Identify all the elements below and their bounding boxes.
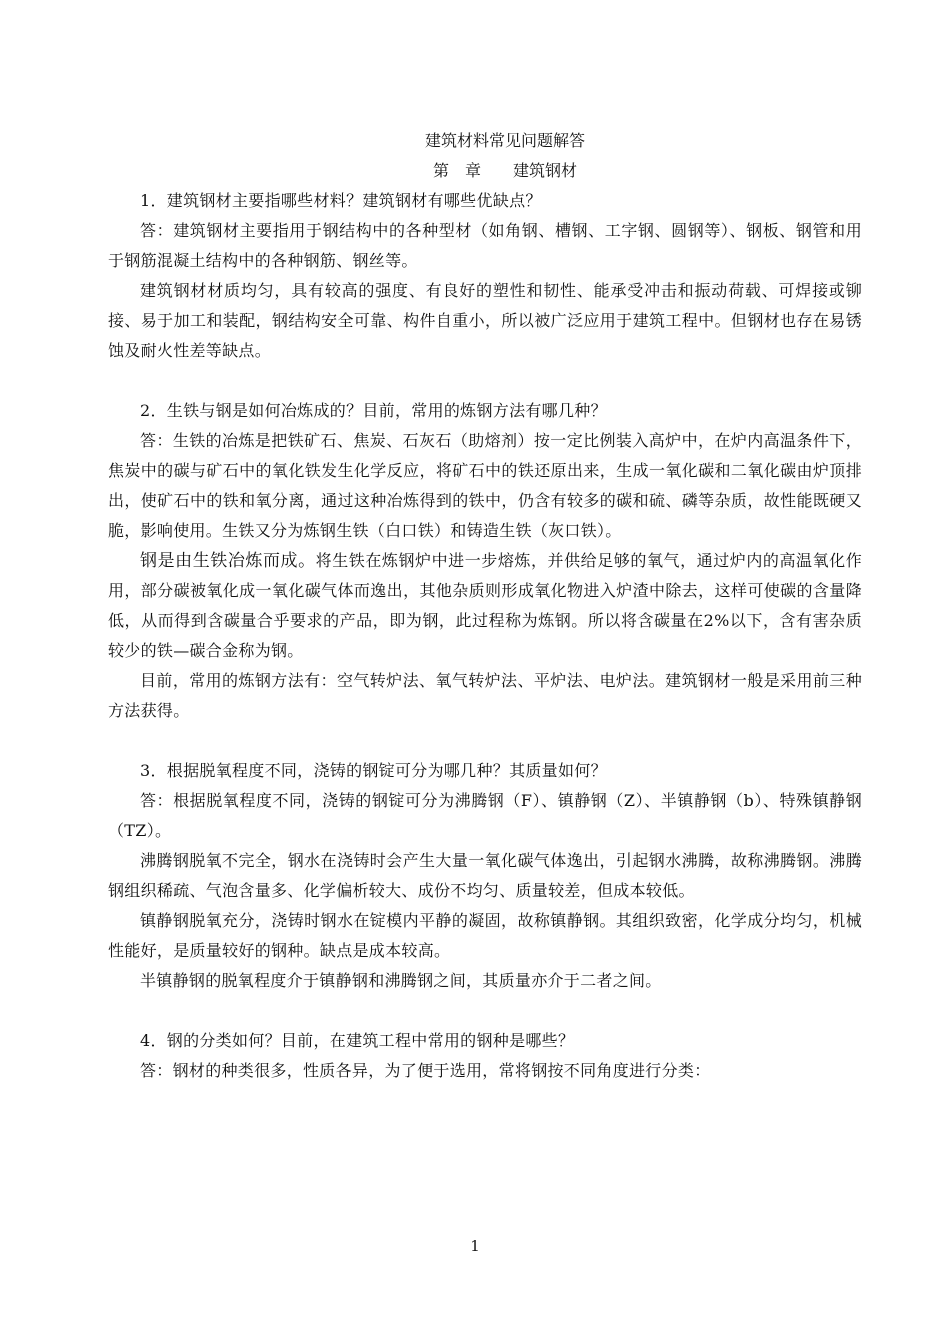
answer-1-paragraph-2: 建筑钢材材质均匀，具有较高的强度、有良好的塑性和韧性、能承受冲击和振动荷载、可焊接或铆接、易于加工和装配，钢结构安全可靠、构件自重小，所以被广泛应用于建筑工程中。但钢材也存在易锈蚀及耐火性差等缺点。 bbox=[108, 281, 862, 360]
answer-2-paragraph-2-rest: 将生铁在炼钢炉中进一步熔炼，并供给足够的氧气，通过炉内的高温氧化作用，部分碳被氧化成一氧化碳气体而逸出，其他杂质则形成氧化物进入炉渣中除去，这样可使碳的含量降低，从而得到含碳量合乎要求的产品，即为钢，此过程称为炼钢。所以将含碳量在2%以下，含有害杂质较少的铁—碳合金称为钢。 bbox=[108, 551, 863, 660]
question-3: 3．根据脱氧程度不同，浇铸的钢锭可分为哪几种？其质量如何？ bbox=[140, 761, 607, 780]
answer-2-lead-sentence: 钢是由生铁冶炼而成。 bbox=[140, 551, 316, 571]
answer-2-paragraph-3: 目前，常用的炼钢方法有：空气转炉法、氧气转炉法、平炉法、电炉法。建筑钢材一般是采用前三种方法获得。 bbox=[108, 671, 862, 720]
answer-1-paragraph-1: 答：建筑钢材主要指用于钢结构中的各种型材（如角钢、槽钢、工字钢、圆钢等）、钢板、钢管和用于钢筋混凝土结构中的各种钢筋、钢丝等。 bbox=[108, 221, 862, 270]
answer-3-paragraph-3: 镇静钢脱氧充分，浇铸时钢水在锭模内平静的凝固，故称镇静钢。其组织致密，化学成分均匀，机械性能好，是质量较好的钢种。缺点是成本较高。 bbox=[108, 911, 862, 960]
section-gap bbox=[108, 996, 862, 1026]
answer-4-paragraph-1: 答：钢材的种类很多，性质各异，为了便于选用，常将钢按不同角度进行分类： bbox=[140, 1061, 711, 1080]
answer-3-paragraph-1: 答：根据脱氧程度不同，浇铸的钢锭可分为沸腾钢（F）、镇静钢（Z）、半镇静钢（b）、特殊镇静钢（TZ）。 bbox=[108, 791, 862, 840]
section-gap bbox=[108, 726, 862, 756]
answer-2-paragraph-2 bbox=[108, 546, 862, 666]
document-title: 建筑材料常见问题解答 bbox=[424, 131, 585, 150]
document-body bbox=[108, 126, 862, 1086]
question-4: 4．钢的分类如何？目前，在建筑工程中常用的钢种是哪些？ bbox=[140, 1031, 575, 1050]
page-number: 1 bbox=[470, 1237, 480, 1255]
question-1: 1．建筑钢材主要指哪些材料？建筑钢材有哪些优缺点？ bbox=[140, 191, 542, 210]
answer-3-paragraph-2: 沸腾钢脱氧不完全，钢水在浇铸时会产生大量一氧化碳气体逸出，引起钢水沸腾，故称沸腾钢。沸腾钢组织稀疏、气泡含量多、化学偏析较大、成份不均匀、质量较差，但成本较低。 bbox=[108, 851, 862, 900]
question-2: 2．生铁与钢是如何冶炼成的？目前，常用的炼钢方法有哪几种？ bbox=[140, 401, 607, 420]
answer-3-paragraph-4: 半镇静钢的脱氧程度介于镇静钢和沸腾钢之间，其质量亦介于二者之间。 bbox=[140, 971, 662, 990]
answer-2-paragraph-1: 答：生铁的冶炼是把铁矿石、焦炭、石灰石（助熔剂）按一定比例装入高炉中，在炉内高温条件下，焦炭中的碳与矿石中的氧化铁发生化学反应，将矿石中的铁还原出来，生成一氧化碳和二氧化碳由炉顶排出，使矿石中的铁和氧分离，通过这种冶炼得到的铁中，仍含有较多的碳和硫、磷等杂质，故性能既硬又脆，影响使用。生铁又分为炼钢生铁（白口铁）和铸造生铁（灰口铁）。 bbox=[108, 431, 862, 540]
chapter-heading: 第 章 建筑钢材 bbox=[432, 161, 577, 180]
section-gap bbox=[108, 366, 862, 396]
